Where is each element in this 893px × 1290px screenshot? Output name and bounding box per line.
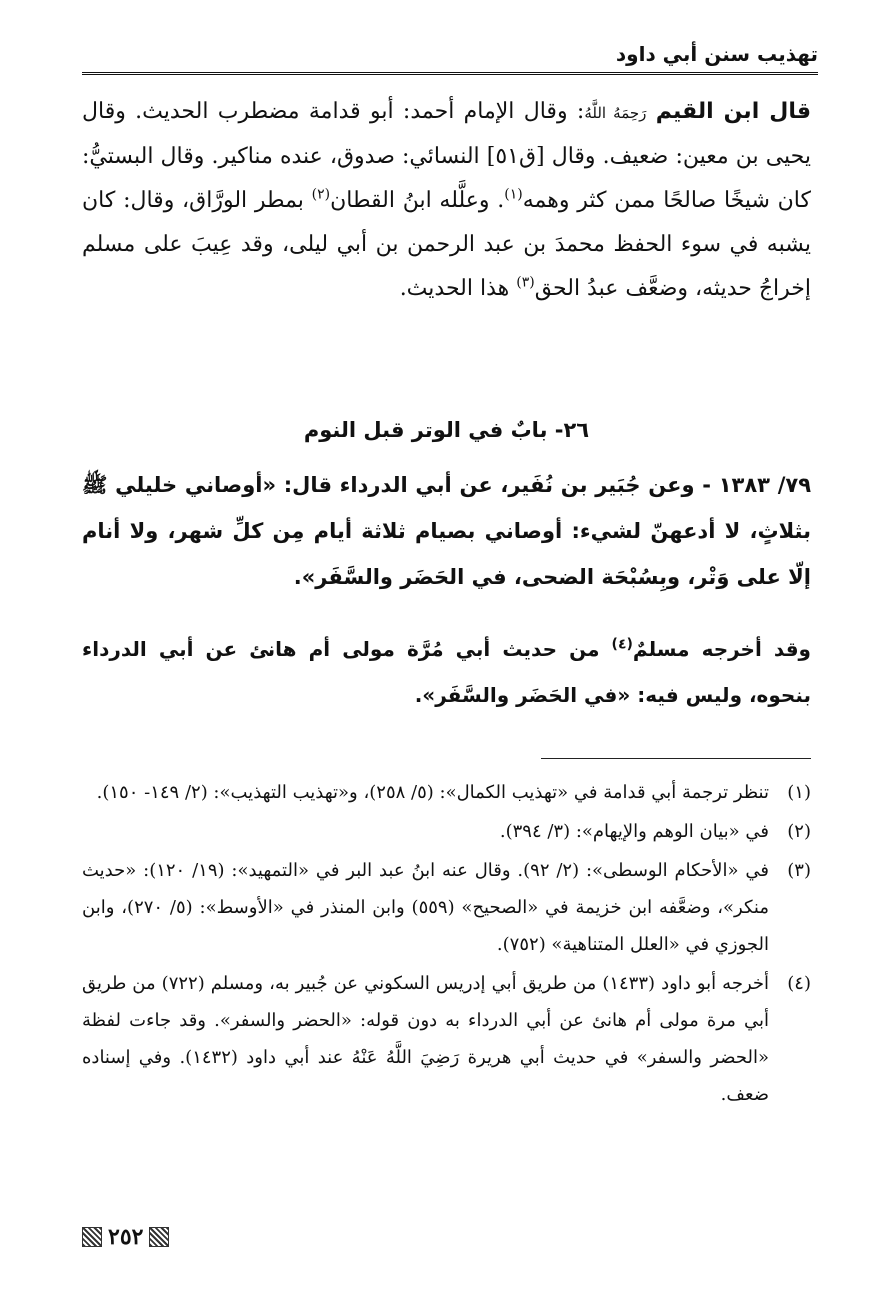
takhrij-block xyxy=(82,626,811,718)
footnote-text: في «بيان الوهم والإيهام»: (٣/ ٣٩٤). xyxy=(499,821,769,842)
footnote-divider xyxy=(541,758,811,759)
footnote-item xyxy=(82,852,811,963)
honorific: رَحِمَهُ اللَّهُ xyxy=(584,104,647,122)
ornament-icon xyxy=(82,1227,102,1247)
footnote-item xyxy=(82,774,811,811)
footnotes xyxy=(82,774,811,1115)
footnote-ref-1[interactable]: (١) xyxy=(504,186,523,203)
footnote-ref-2[interactable]: (٢) xyxy=(311,186,331,203)
takhrij-paragraph xyxy=(82,626,811,718)
footnote-ref-4[interactable]: (٤) xyxy=(611,636,633,653)
hadith-block xyxy=(82,462,811,600)
main-commentary xyxy=(82,90,811,311)
takhrij-text-a: وقد أخرجه مسلمٌ xyxy=(632,637,811,661)
hadith-paragraph xyxy=(82,462,811,600)
footnote-number: (٤) xyxy=(787,973,811,994)
hadith-text: - وعن جُبَير بن نُفَير، عن أبي الدرداء قال: «أوصاني خليلي ﷺ بثلاثٍ، لا أدعهنّ لشيء: أوصاني بصيام ثلاثة أيام مِن كلِّ شهر، ولا أنام إلّا على وَتْر، وبِسُبْحَة الضحى، في الحَضَر والسَّفَر». xyxy=(82,473,811,589)
chapter-heading: ٢٦- بابٌ في الوتر قبل النوم xyxy=(303,418,590,442)
commentary-paragraph xyxy=(82,90,811,311)
commentary-text-a: : وقال الإمام أحمد: أبو قدامة مضطرب الحديث. وقال يحيى بن معين: ضعيف. وقال [ق٥١] النسائي: صدوق، عنده مناكير. وقال البستيُّ: كان شيخًا صالحًا ممن كثر وهمه xyxy=(82,99,811,213)
footnote-number: (٣) xyxy=(787,860,811,881)
footnote-number: (٢) xyxy=(787,821,811,842)
page-number: ٢٥٢ xyxy=(108,1224,144,1250)
footnote-text: أخرجه أبو داود (١٤٣٣) من طريق أبي إدريس السكوني عن جُبير به، ومسلم (٧٢٢) من طريق أبي مرة مولى أم هانئ عن أبي الدرداء به دون قوله: «الحضر والسفر». وقد جاءت لفظة «الحضر والسفر» في حديث أبي هريرة رَضِيَ اللَّهُ عَنْهُ عند أبي داود (١٤٣٢). وفي إسناده ضعف. xyxy=(82,973,769,1105)
footnote-text: في «الأحكام الوسطى»: (٢/ ٩٢). وقال عنه ابنُ عبد البر في «التمهيد»: (١٩/ ١٢٠): «حديث منكر»، وضعَّفه ابن خزيمة في «الصحيح» (٥٥٩) وابن المنذر في «الأوسط»: (٥/ ٢٧٠)، وابن الجوزي في «العلل المتناهية» (٧٥٢). xyxy=(82,860,769,955)
running-header xyxy=(82,42,818,75)
page-number-block xyxy=(82,1224,169,1250)
commentary-text-d: هذا الحديث. xyxy=(399,276,517,301)
commentary-text-b: . وعلَّله ابنُ القطان xyxy=(330,188,505,213)
book-title: تهذيب سنن أبي داود xyxy=(615,42,818,66)
footnote-text: تنظر ترجمة أبي قدامة في «تهذيب الكمال»: (٥/ ٢٥٨)، و«تهذيب التهذيب»: (٢/ ١٤٩- ١٥٠). xyxy=(96,782,769,803)
footnote-item xyxy=(82,965,811,1113)
takhrij-text-b: من حديث أبي مُرَّة مولى أم هانئ عن أبي الدرداء بنحوه، وليس فيه: «في الحَضَر والسَّفَر». xyxy=(82,637,811,707)
hadith-number: ٧٩/ ١٣٨٣ xyxy=(718,473,812,497)
ornament-icon xyxy=(149,1227,169,1247)
footnote-number: (١) xyxy=(787,782,811,803)
footnote-ref-3[interactable]: (٣) xyxy=(516,274,535,291)
commentary-lead: قال ابن القيم xyxy=(655,99,811,124)
commentary-text-c: بمطر الورَّاق، وقال: كان يشبه في سوء الحفظ محمدَ بن عبد الرحمن بن أبي ليلى، وقد عِيبَ على مسلم إخراجُ حديثه، وضعَّف عبدُ الحق xyxy=(82,188,811,301)
footnote-item xyxy=(82,813,811,850)
